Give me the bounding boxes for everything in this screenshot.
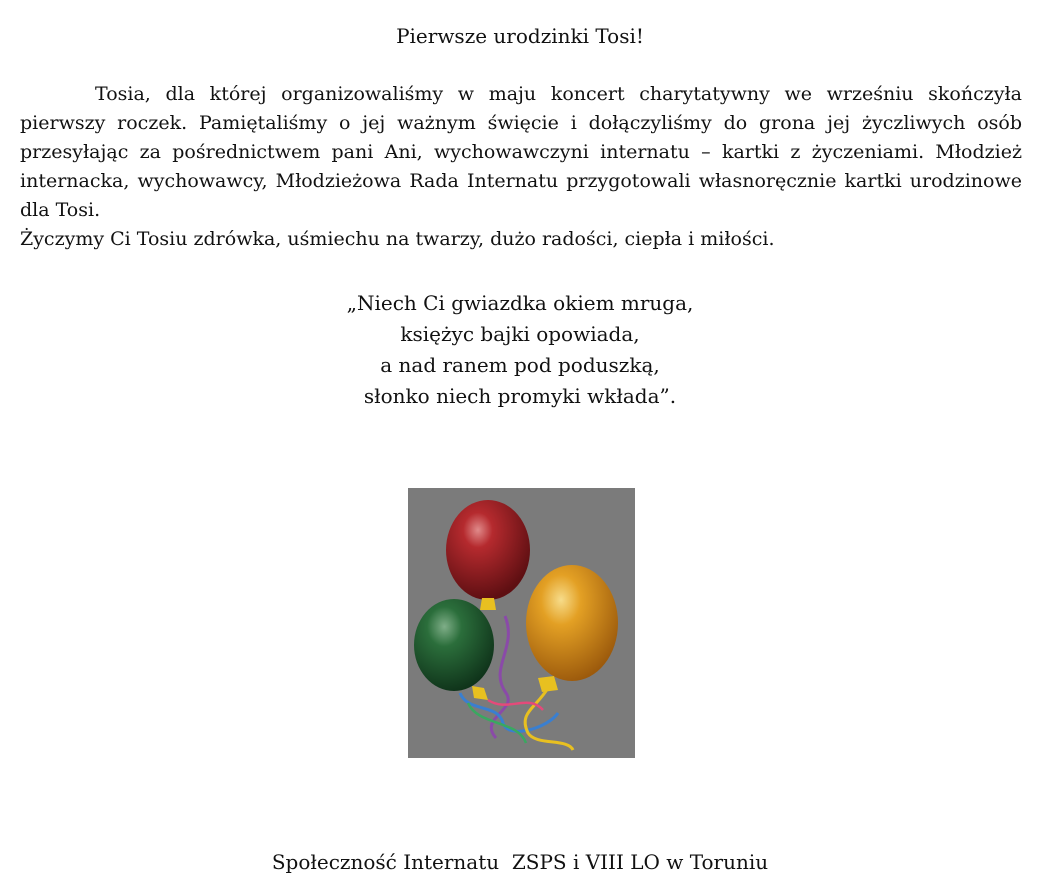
paragraph-wishes: Życzymy Ci Tosiu zdrówka, uśmiechu na twarzy, dużo radości, ciepła i miłości.	[20, 228, 775, 250]
signature: Społeczność Internatu ZSPS i VIII LO w Toruniu	[271, 850, 769, 874]
paragraph-intro: Tosia, dla której organizowaliśmy w maju koncert charytatywny we wrześniu skończyła pierwszy roczek. Pamiętaliśmy o jej ważnym święcie i dołączyliśmy do grona jej życzliwych osób przesyłając za pośrednictwem pani Ani, wychowawczyni internatu – kartki z życzeniami. Młodzież internacka, wychowawcy, Młodzieżowa Rada Internatu przygotowali własnoręcznie kartki urodzinowe dla Tosi.	[20, 83, 1022, 221]
poem-line: a nad ranem pod poduszką,	[380, 353, 660, 377]
poem-line: „Niech Ci gwiazdka okiem mruga,	[346, 291, 694, 315]
document-title: Pierwsze urodzinki Tosi!	[396, 24, 644, 48]
balloons-picture	[408, 488, 635, 758]
poem-line: księżyc bajki opowiada,	[400, 322, 640, 346]
document-body	[20, 80, 1022, 254]
balloons-icon	[408, 488, 635, 758]
poem-line: słonko niech promyki wkłada”.	[363, 384, 677, 408]
poem	[0, 288, 1040, 412]
